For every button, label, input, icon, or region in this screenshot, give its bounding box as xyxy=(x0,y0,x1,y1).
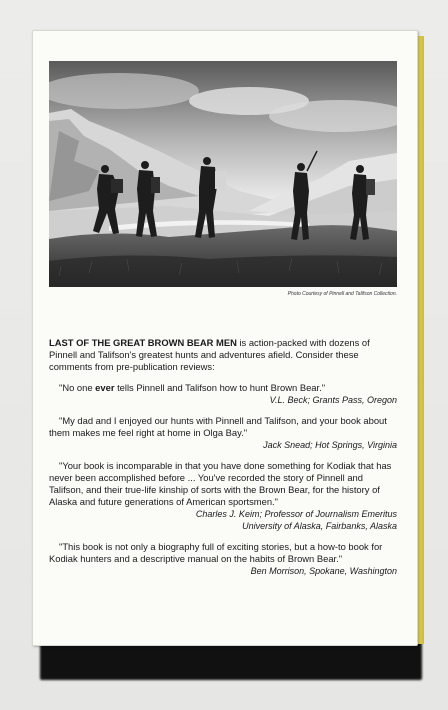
hunters-photo xyxy=(49,61,397,287)
review-quote: "Your book is incomparable in that you have done something for Kodiak that has never been accomplished before ... You've recorded the story of Pinnell and Talifson, and their true-life kinship of sorts with the Brown Bear, for the history of Alaska and future generations of American sportsmen." xyxy=(49,460,392,507)
review-attribution-line2: University of Alaska, Fairbanks, Alaska xyxy=(242,521,397,531)
blurb-text xyxy=(49,337,397,586)
review-quote xyxy=(49,382,397,394)
intro-text: is action-packed with dozens of Pinnell and Talifson's greatest hunts and adventures afield. Consider these comments from pre-publication reviews: xyxy=(49,337,370,372)
review-4 xyxy=(49,541,397,577)
review-attribution: Ben Morrison, Spokane, Washington xyxy=(250,566,397,576)
hunters-photo-image xyxy=(49,61,397,287)
book-title: LAST OF THE GREAT BROWN BEAR MEN xyxy=(49,337,237,348)
review-attribution: Charles J. Keim; Professor of Journalism Emeritus xyxy=(195,509,397,519)
photo-credit: Photo Courtesy of Pinnell and Talifson Collection. xyxy=(287,291,397,297)
review-3 xyxy=(49,460,397,532)
review-quote-emphasis: ever xyxy=(95,382,115,393)
review-quote-part: "No one xyxy=(59,382,96,393)
review-attribution: V.L. Beck; Grants Pass, Oregon xyxy=(269,395,397,405)
review-quote: "My dad and I enjoyed our hunts with Pinnell and Talifson, and your book about them makes me feel right at home in Olga Bay." xyxy=(49,415,387,438)
book-back-cover xyxy=(32,30,418,646)
review-quote-part: tells Pinnell and Talifson how to hunt Brown Bear." xyxy=(114,382,326,393)
review-1 xyxy=(49,382,397,406)
review-attribution: Jack Snead; Hot Springs, Virginia xyxy=(263,440,397,450)
book-shadow xyxy=(40,640,422,680)
review-quote: "This book is not only a biography full of exciting stories, but a how-to book for Kodiak hunters and a descriptive manual on the habits of Brown Bear." xyxy=(49,541,383,564)
intro-paragraph xyxy=(49,337,397,373)
review-2 xyxy=(49,415,397,451)
